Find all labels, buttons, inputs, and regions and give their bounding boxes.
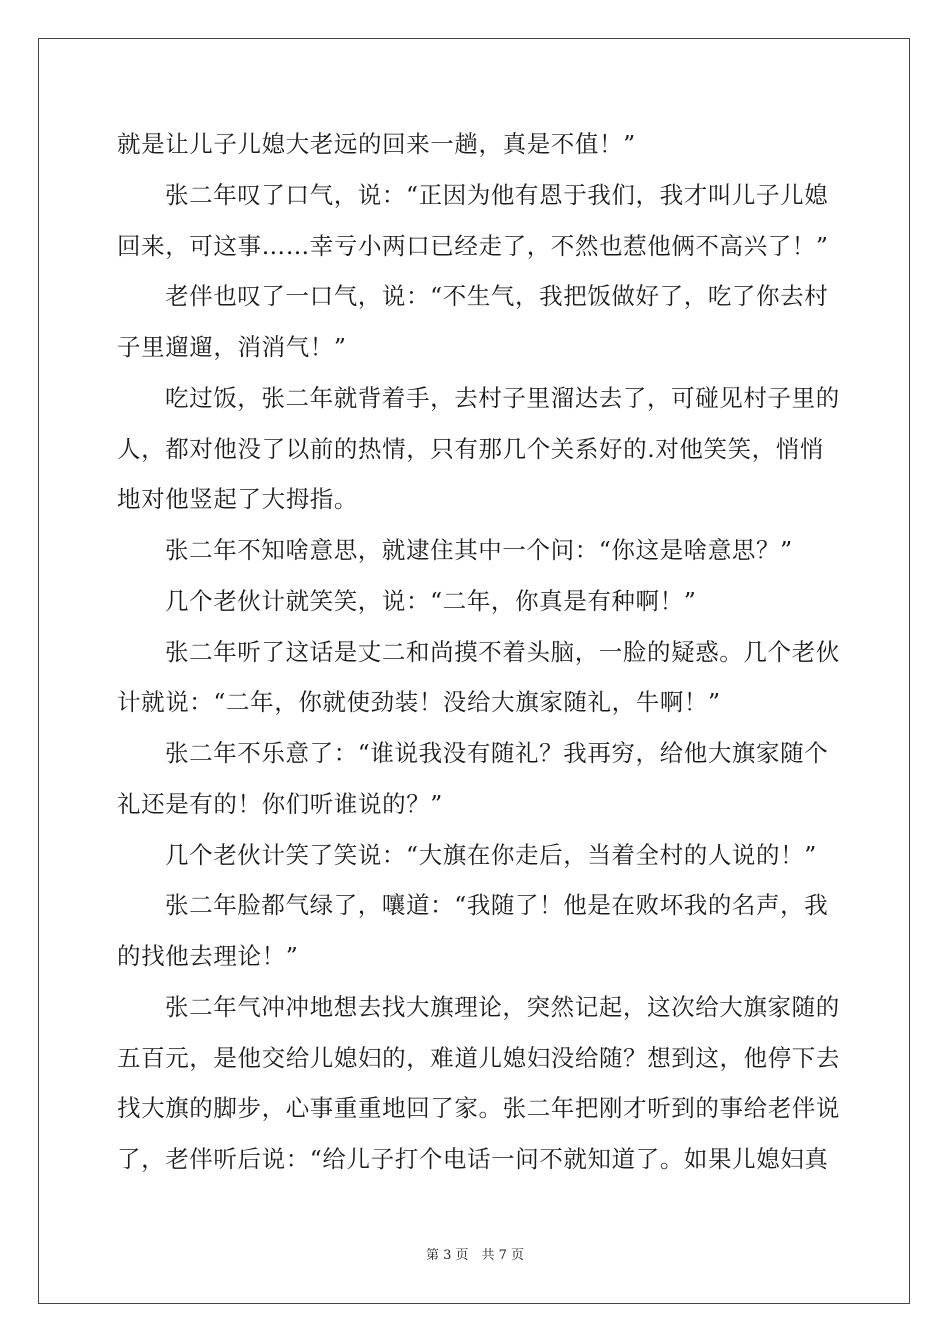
text-line: 张二年气冲冲地想去找大旗理论，突然记起，这次给大旗家随的 [165, 992, 840, 1021]
text-line: 回来，可这事……幸亏小两口已经走了，不然也惹他俩不高兴了！” [117, 231, 829, 260]
text-line: 就是让儿子儿媳大老远的回来一趟，真是不值！” [117, 130, 636, 158]
text-line: 人，都对他没了以前的热情，只有那几个关系好的.对他笑笑，悄悄 [117, 434, 824, 463]
text-line: 地对他竖起了大拇指。 [117, 485, 358, 514]
text-line: 张二年不乐意了：“谁说我没有随礼？我再穷，给他大旗家随个 [165, 739, 829, 767]
page-number: 第 3 页 共 7 页 [425, 1248, 525, 1263]
text-line: 老伴也叹了一口气，说：“不生气，我把饭做好了，吃了你去村 [165, 282, 829, 311]
text-line: 子里遛遛，消消气！” [117, 333, 347, 361]
text-line: 了，老伴听后说：“给儿子打个电话一问不就知道了。如果儿媳妇真 [117, 1145, 829, 1173]
text-line: 几个老伙计就笑笑，说：“二年，你真是有种啊！” [165, 586, 697, 615]
text-line: 几个老伙计笑了笑说：“大旗在你走后，当着全村的人说的！” [165, 840, 817, 869]
text-line: 张二年叹了口气，说：“正因为他有恩于我们，我才叫儿子儿媳 [165, 180, 829, 209]
text-line: 张二年听了这话是丈二和尚摸不着头脑，一脸的疑惑。几个老伙 [165, 637, 840, 666]
text-line: 吃过饭，张二年就背着手，去村子里溜达去了，可碰见村子里的 [165, 383, 840, 412]
text-line: 计就说：“二年，你就使劲装！没给大旗家随礼，牛啊！” [117, 688, 721, 717]
text-line: 张二年不知啥意思，就逮住其中一个问：“你这是啥意思？” [165, 536, 793, 564]
text-line: 五百元，是他交给儿媳妇的，难道儿媳妇没给随？想到这，他停下去 [117, 1043, 840, 1072]
text-line: 找大旗的脚步，心事重重地回了家。张二年把刚才听到的事给老伴说 [117, 1094, 840, 1123]
text-line: 礼还是有的！你们听谁说的？” [117, 789, 443, 818]
text-line: 的找他去理论！” [117, 942, 299, 970]
text-line: 张二年脸都气绿了，嚷道：“我随了！他是在败坏我的名声，我 [165, 891, 829, 920]
